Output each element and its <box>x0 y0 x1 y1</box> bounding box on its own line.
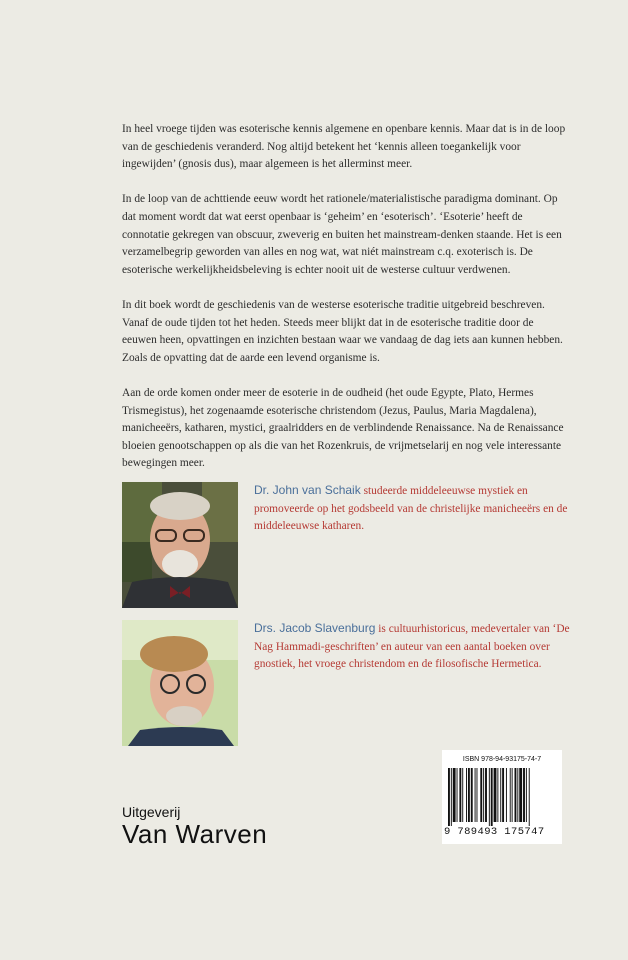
barcode-bar <box>494 768 497 822</box>
barcode-bar <box>517 768 518 822</box>
barcode-bar <box>485 768 487 822</box>
barcode-bar <box>515 768 517 822</box>
author-description-2: is cultuurhistoricus, medevertaler van ‘De Nag Hammadi-geschriften’ en auteur van een aantal boeken over gnostiek, het vroege christendom en de filosofische Hermetica. <box>254 623 570 671</box>
barcode-bar <box>448 768 450 826</box>
barcode-bar <box>457 768 458 822</box>
publisher-logo <box>122 804 267 848</box>
barcode-bar <box>471 768 473 822</box>
barcode-bar <box>480 768 482 822</box>
barcode-bar <box>462 768 463 822</box>
barcode-bar <box>453 768 456 822</box>
barcode-bar <box>523 768 525 822</box>
blurb-paragraph-4: Aan de orde komen onder meer de esoterie in de oudheid (het oude Egypte, Plato, Hermes Trismegistus), het zogenaamde esoterische christendom (Jezus, Paulus, Maria Magdalena), manicheeërs, katharen, mystici, graalridders en de verblindende Renaissance. Na de Renaissance bloeien genootschappen op als die van het Rozenkruis, de vrijmetselarij en nog vele interessante bewegingen meer. <box>122 386 564 470</box>
barcode-bar <box>491 768 493 826</box>
barcode-bar <box>500 768 501 822</box>
barcode-bar <box>512 768 513 822</box>
barcode-bars <box>448 768 558 826</box>
barcode-bar <box>506 768 507 822</box>
barcode-bar <box>468 768 470 822</box>
blurb-paragraph-1: In heel vroege tijden was esoterische kennis algemene en openbare kennis. Maar dat is in de loop van de geschiedenis veranderd. Nog altijd betekent het ‘kennis alleen toegankelijk voor ingewijden’ (gnosis dus), maar algemeen is het allerminst meer. <box>122 123 566 171</box>
barcode-bar <box>475 768 476 822</box>
barcode-bar <box>466 768 467 822</box>
author-photo-2 <box>122 620 238 746</box>
barcode-bar <box>497 768 498 822</box>
isbn-barcode <box>442 750 562 844</box>
barcode-bar <box>477 768 478 822</box>
blurb-paragraph-3: In dit boek wordt de geschiedenis van de westerse esoterische traditie uitgebreid beschreven. Vanaf de oude tijden tot het heden. Steeds meer blijkt dat in de esoterische traditie door de eeuwen heen, opvattingen en inzichten bestaan waar we vandaag de dag iets aan kunnen hebben. Zoals de opvatting dat de aarde een levend organisme is. <box>122 298 563 364</box>
publisher-line-2: Van Warven <box>122 819 268 849</box>
barcode-bar <box>519 768 522 822</box>
blurb-text <box>122 121 570 490</box>
barcode-bar <box>502 768 504 822</box>
publisher-line-1: Uitgeverij <box>122 804 181 820</box>
blurb-paragraph-2: In de loop van de achttiende eeuw wordt het rationele/materialistische paradigma dominant. Op dat moment wordt dat wat eerst openbaar is ‘geheim’ en ‘esoterisch’. ‘Esoterie’ heeft de connotatie gekregen van obscuur, zweverig en buiten het mainstream-denken staande. Het is een verzamelbegrip geworden van alles en nog wat, wat niét mainstream c.q. exoterisch is. De esoterische werkelijkheidsbeleving is echter nooit uit de westerse cultuur verdwenen. <box>122 193 562 276</box>
ean-digits: 9 789493 175747 <box>444 826 545 838</box>
barcode-bar <box>489 768 490 826</box>
barcode-bar <box>459 768 461 822</box>
author-photo-1 <box>122 482 238 608</box>
barcode-bar <box>526 768 527 822</box>
barcode-bar <box>529 768 530 826</box>
author-bio-1 <box>254 482 574 536</box>
barcode-bar <box>451 768 452 826</box>
author-name-1: Dr. John van Schaik <box>254 483 361 497</box>
barcode-bar <box>510 768 511 822</box>
author-name-2: Drs. Jacob Slavenburg <box>254 621 376 635</box>
barcode-bar <box>483 768 484 822</box>
isbn-label: ISBN 978-94-93175-74-7 <box>462 756 542 763</box>
author-description-1: studeerde middeleeuwse mystiek en promoveerde op het godsbeeld van de christelijke manicheeërs en de middeleeuwse katharen. <box>254 485 568 533</box>
author-bio-2 <box>254 620 574 674</box>
